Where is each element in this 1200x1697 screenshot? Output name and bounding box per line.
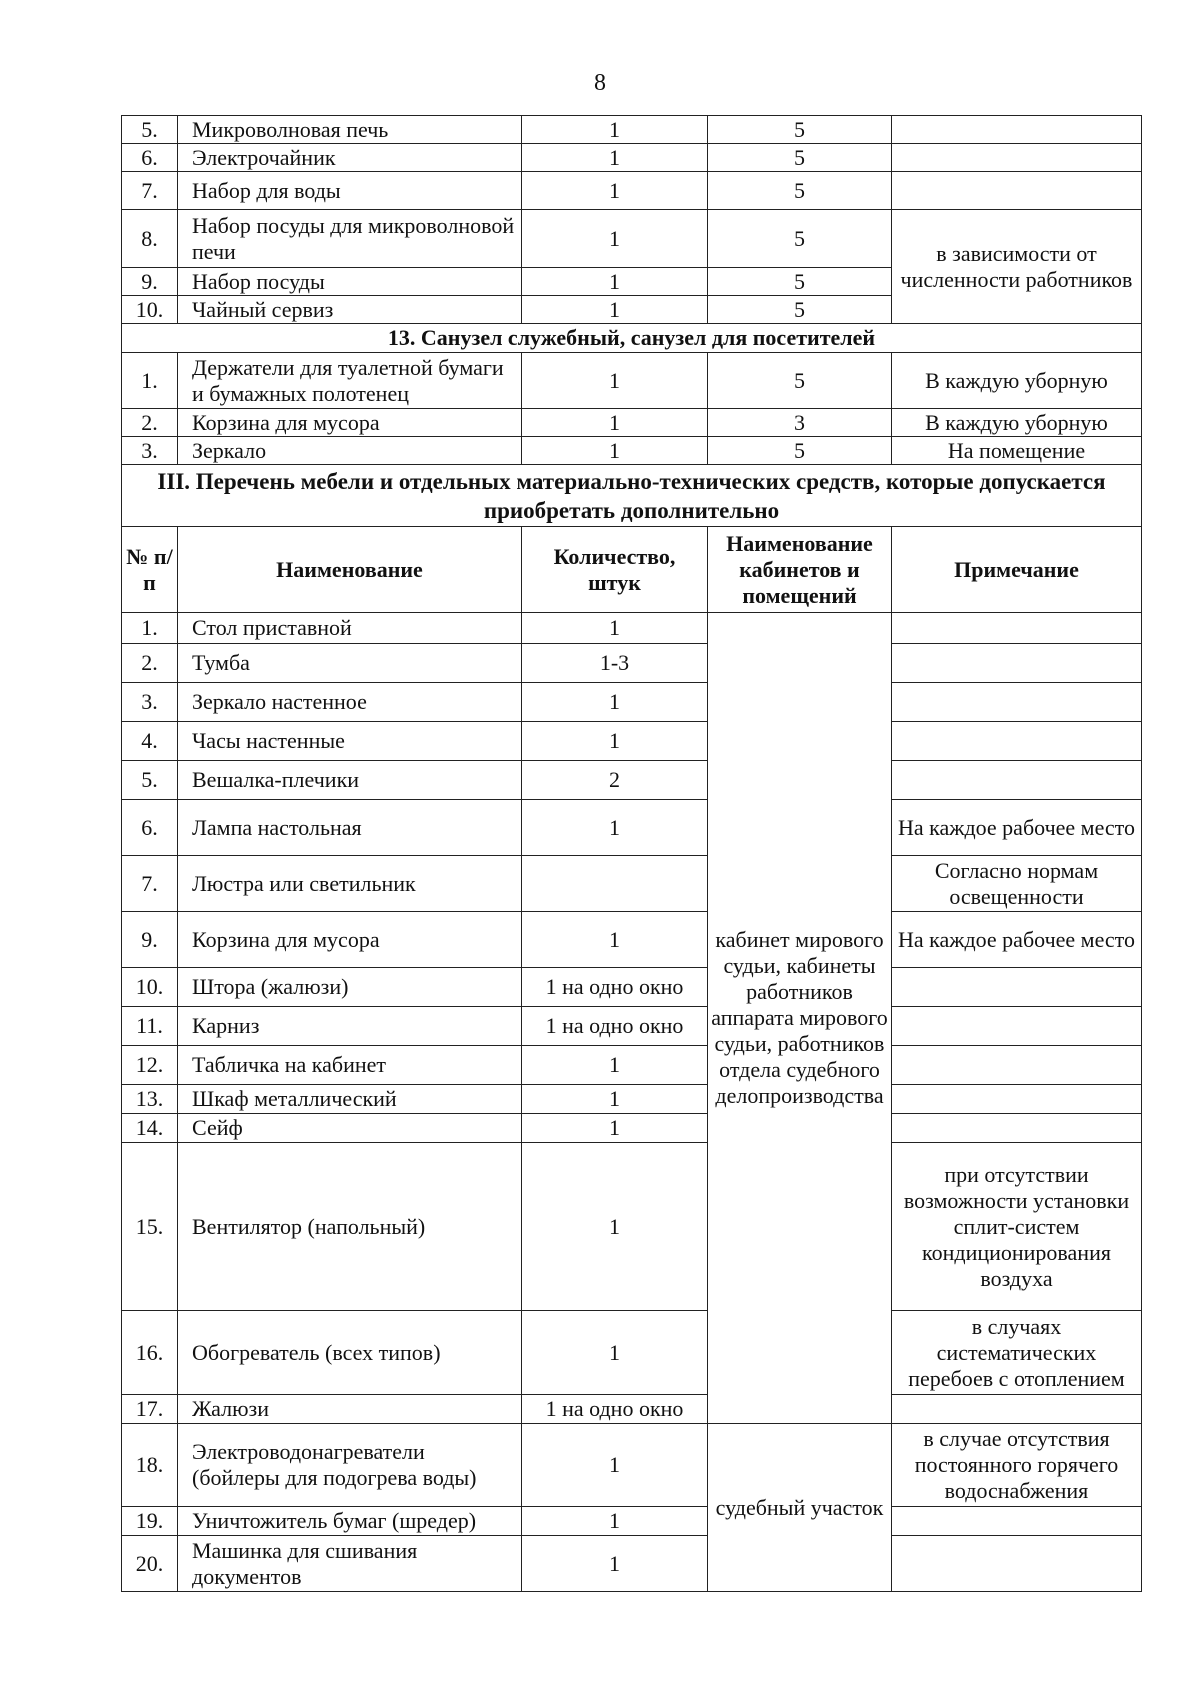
table-row	[122, 1311, 1142, 1395]
item-quantity: 1	[522, 353, 708, 409]
item-quantity: 1 на одно окно	[522, 968, 708, 1007]
item-service-life: 5	[708, 116, 892, 144]
item-quantity: 2	[522, 761, 708, 800]
table-row	[122, 116, 1142, 144]
item-note: На помещение	[892, 437, 1142, 465]
table-row	[122, 210, 1142, 268]
section-heading-row	[122, 465, 1142, 527]
item-quantity: 1	[522, 1311, 708, 1395]
row-number: 3.	[122, 683, 178, 722]
item-name: Уничтожитель бумаг (шредер)	[178, 1507, 522, 1536]
item-name: Электроводонагреватели (бойлеры для подогрева воды)	[178, 1424, 522, 1507]
table-row	[122, 1046, 1142, 1085]
item-quantity: 1 на одно окно	[522, 1395, 708, 1424]
row-number: 7.	[122, 172, 178, 210]
item-note	[892, 1507, 1142, 1536]
item-name: Набор для воды	[178, 172, 522, 210]
table-row	[122, 353, 1142, 409]
row-number: 5.	[122, 116, 178, 144]
row-number: 15.	[122, 1143, 178, 1311]
item-name: Сейф	[178, 1114, 522, 1143]
table-row	[122, 1114, 1142, 1143]
row-number: 18.	[122, 1424, 178, 1507]
item-service-life: 5	[708, 353, 892, 409]
item-quantity: 1	[522, 437, 708, 465]
item-quantity: 1	[522, 1424, 708, 1507]
item-note: в случае отсутствия постоянного горячего водоснабжения	[892, 1424, 1142, 1507]
item-quantity: 1	[522, 1085, 708, 1114]
item-name: Вешалка-плечики	[178, 761, 522, 800]
item-name: Вентилятор (напольный)	[178, 1143, 522, 1311]
item-note: при отсутствии возможности установки сплит-систем кондиционирования воздуха	[892, 1143, 1142, 1311]
table-row	[122, 644, 1142, 683]
row-number: 6.	[122, 800, 178, 856]
item-note: в случаях систематических перебоев с отоплением	[892, 1311, 1142, 1395]
table-row	[122, 761, 1142, 800]
item-name: Люстра или светильник	[178, 856, 522, 912]
row-number: 7.	[122, 856, 178, 912]
equipment-table	[121, 115, 1142, 1592]
item-name: Стол приставной	[178, 613, 522, 644]
item-quantity: 1	[522, 1507, 708, 1536]
item-quantity: 1	[522, 912, 708, 968]
table-row	[122, 437, 1142, 465]
item-note: Согласно нормам освещенности	[892, 856, 1142, 912]
table-row	[122, 172, 1142, 210]
row-number: 9.	[122, 912, 178, 968]
item-quantity: 1	[522, 683, 708, 722]
row-number: 13.	[122, 1085, 178, 1114]
item-note	[892, 116, 1142, 144]
row-number: 1.	[122, 353, 178, 409]
item-name: Набор посуды для микроволновой печи	[178, 210, 522, 268]
item-note: В каждую уборную	[892, 409, 1142, 437]
item-quantity: 1 на одно окно	[522, 1007, 708, 1046]
item-name: Жалюзи	[178, 1395, 522, 1424]
item-quantity: 1	[522, 1114, 708, 1143]
column-header-quantity: Количество, штук	[522, 527, 708, 613]
table-row	[122, 1536, 1142, 1592]
item-service-life: 5	[708, 144, 892, 172]
item-note	[892, 1007, 1142, 1046]
table-row	[122, 683, 1142, 722]
row-number: 5.	[122, 761, 178, 800]
row-number: 4.	[122, 722, 178, 761]
row-number: 10.	[122, 968, 178, 1007]
column-header-name: Наименование	[178, 527, 522, 613]
table-row	[122, 1085, 1142, 1114]
table-row	[122, 1395, 1142, 1424]
row-number: 12.	[122, 1046, 178, 1085]
item-name: Машинка для сшивания документов	[178, 1536, 522, 1592]
item-quantity: 1	[522, 1536, 708, 1592]
item-note	[892, 613, 1142, 644]
item-note	[892, 722, 1142, 761]
item-service-life: 5	[708, 296, 892, 324]
item-name: Набор посуды	[178, 268, 522, 296]
row-number: 17.	[122, 1395, 178, 1424]
item-note: На каждое рабочее место	[892, 912, 1142, 968]
item-name: Держатели для туалетной бумаги и бумажных полотенец	[178, 353, 522, 409]
item-quantity: 1	[522, 722, 708, 761]
table-header-row	[122, 527, 1142, 613]
item-note	[892, 1114, 1142, 1143]
item-name: Электрочайник	[178, 144, 522, 172]
item-name: Чайный сервиз	[178, 296, 522, 324]
item-name: Зеркало	[178, 437, 522, 465]
item-note	[892, 644, 1142, 683]
item-name: Корзина для мусора	[178, 912, 522, 968]
item-quantity: 1	[522, 296, 708, 324]
item-name: Обогреватель (всех типов)	[178, 1311, 522, 1395]
row-number: 2.	[122, 409, 178, 437]
table-row	[122, 800, 1142, 856]
item-quantity: 1	[522, 116, 708, 144]
item-name: Лампа настольная	[178, 800, 522, 856]
item-quantity: 1	[522, 144, 708, 172]
row-number: 16.	[122, 1311, 178, 1395]
item-name: Зеркало настенное	[178, 683, 522, 722]
item-name: Тумба	[178, 644, 522, 683]
rooms-group-court-district: судебный участок	[708, 1424, 892, 1592]
section-3-title: III. Перечень мебели и отдельных материально-технических средств, которые допускается приобретать дополнительно	[122, 465, 1142, 527]
column-header-rooms: Наименование кабинетов и помещений	[708, 527, 892, 613]
item-note	[892, 761, 1142, 800]
item-name: Корзина для мусора	[178, 409, 522, 437]
item-quantity: 1	[522, 268, 708, 296]
item-name: Часы настенные	[178, 722, 522, 761]
table-row	[122, 912, 1142, 968]
table-row	[122, 968, 1142, 1007]
item-service-life: 3	[708, 409, 892, 437]
table-row	[122, 1007, 1142, 1046]
item-quantity: 1	[522, 409, 708, 437]
row-number: 10.	[122, 296, 178, 324]
row-number: 6.	[122, 144, 178, 172]
table-row	[122, 613, 1142, 644]
item-name: Карниз	[178, 1007, 522, 1046]
item-name: Штора (жалюзи)	[178, 968, 522, 1007]
item-note: На каждое рабочее место	[892, 800, 1142, 856]
table-row	[122, 1507, 1142, 1536]
item-note	[892, 1395, 1142, 1424]
row-number: 19.	[122, 1507, 178, 1536]
row-number: 20.	[122, 1536, 178, 1592]
item-name: Табличка на кабинет	[178, 1046, 522, 1085]
item-quantity: 1	[522, 1046, 708, 1085]
item-note	[892, 1085, 1142, 1114]
item-note	[892, 172, 1142, 210]
row-number: 2.	[122, 644, 178, 683]
section-heading-row	[122, 324, 1142, 353]
item-service-life: 5	[708, 210, 892, 268]
item-note	[892, 1046, 1142, 1085]
item-quantity: 1-3	[522, 644, 708, 683]
column-header-number: № п/п	[122, 527, 178, 613]
column-header-note: Примечание	[892, 527, 1142, 613]
table-row	[122, 144, 1142, 172]
item-note	[892, 968, 1142, 1007]
item-quantity: 1	[522, 613, 708, 644]
rooms-group-judge-offices: кабинет мирового судьи, кабинеты работников аппарата мирового судьи, работников отдела судебного делопроизводства	[708, 613, 892, 1424]
table-row	[122, 856, 1142, 912]
row-number: 8.	[122, 210, 178, 268]
table-row	[122, 722, 1142, 761]
item-quantity	[522, 856, 708, 912]
item-note	[892, 144, 1142, 172]
section-13-title: 13. Санузел служебный, санузел для посетителей	[122, 324, 1142, 353]
row-number: 9.	[122, 268, 178, 296]
table-row	[122, 409, 1142, 437]
item-service-life: 5	[708, 172, 892, 210]
row-number: 14.	[122, 1114, 178, 1143]
row-number: 3.	[122, 437, 178, 465]
item-quantity: 1	[522, 800, 708, 856]
item-quantity: 1	[522, 1143, 708, 1311]
row-number: 11.	[122, 1007, 178, 1046]
item-note	[892, 1536, 1142, 1592]
row-number: 1.	[122, 613, 178, 644]
item-service-life: 5	[708, 437, 892, 465]
item-note	[892, 683, 1142, 722]
item-quantity: 1	[522, 172, 708, 210]
page-number: 8	[594, 70, 606, 96]
item-service-life: 5	[708, 268, 892, 296]
table-row	[122, 1424, 1142, 1507]
item-name: Шкаф металлический	[178, 1085, 522, 1114]
item-note: В каждую уборную	[892, 353, 1142, 409]
item-quantity: 1	[522, 210, 708, 268]
item-name: Микроволновая печь	[178, 116, 522, 144]
table-row	[122, 1143, 1142, 1311]
item-note: в зависимости от численности работников	[892, 210, 1142, 324]
